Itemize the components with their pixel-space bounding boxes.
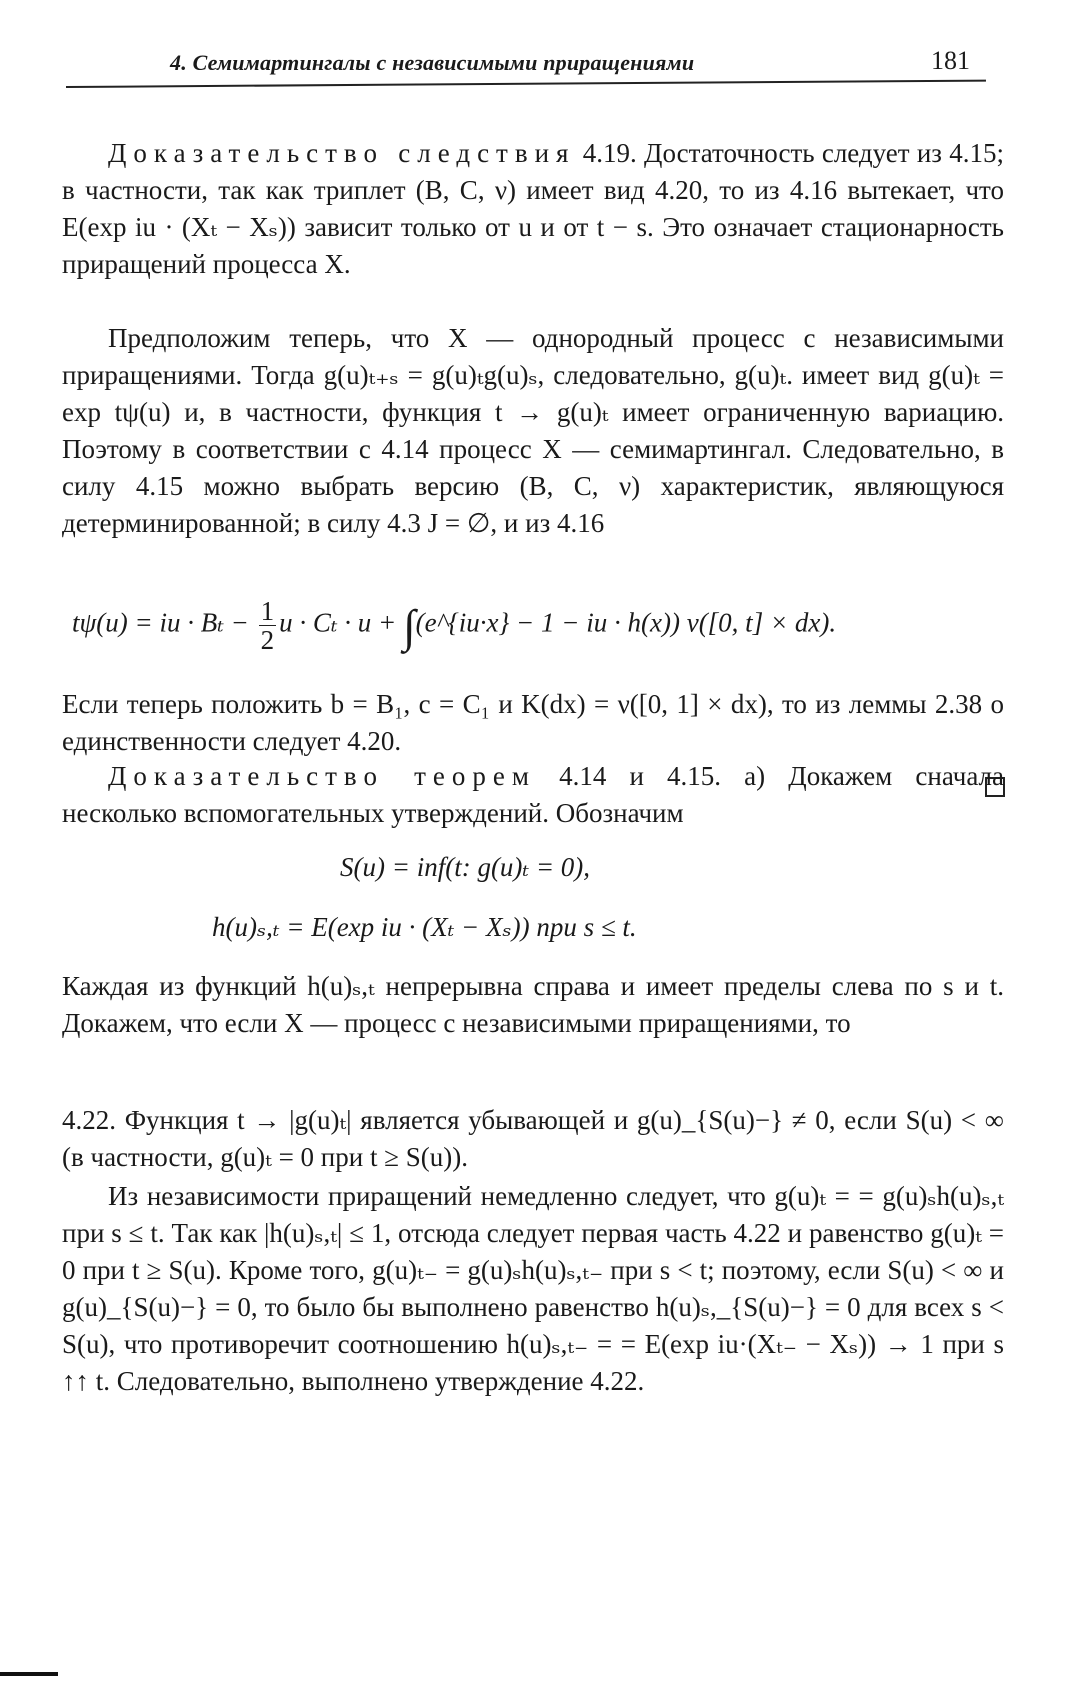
proof-text: 4.19. Достаточность следует из 4.15; в частности, так как триплет (B, C, ν) имеет вид 4.20, то из 4.16 вытекает, что E(exp iu · (Xₜ − Xₛ)) зависит только от u и от t − s. Это означает стационарность приращений процесса X. (62, 138, 1004, 279)
formula-h: h(u)ₛ,ₜ = E(exp iu · (Xₜ − Xₛ)) при s ≤ t. (212, 912, 637, 942)
proof-lead: Доказательство следствия (108, 138, 576, 168)
fraction-one-half: $\frac{1}{2}$ (260, 596, 275, 655)
formula-characteristic: tψ(u) = iu · Bₜ − $\frac{1}{2}$ u · Cₜ · u + ∫(e^{iu·x} − 1 − iu · h(x)) ν([0, t] × dx). (72, 596, 837, 655)
paragraph-functions-h: Каждая из функций h(u)ₛ,ₜ непрерывна справа и имеет пределы слева по s и t. Докажем, что если X — процесс с независимыми приращениями, то (62, 971, 1004, 1038)
proof-theorems-lead: Доказательство теорем (108, 761, 536, 791)
formula-S: S(u) = inf(t: g(u)ₜ = 0), (340, 852, 591, 882)
paragraph-homogeneous: Предположим теперь, что X — однородный процесс с независимыми приращениями. Тогда g(u)ₜ₊ₛ = g(u)ₜg(u)ₛ, следовательно, g(u)ₜ. имеет вид g(u)ₜ = exp tψ(u) и, в частности, функция t → g(u)ₜ имеет ограниченную вариацию. Поэтому в соответствии с 4.14 процесс X — семимартингал. Следовательно, в силу 4.15 можно выбрать версию (B, C, ν) характеристик, являющуюся детерминированной; в силу 4.3 J = ∅, и из 4.16 (62, 323, 1004, 538)
paragraph-proof-corollary (62, 135, 1004, 283)
bottom-mark (0, 1672, 58, 1676)
paragraph-4-22: 4.22. Функция t → |g(u)ₜ| является убывающей и g(u)_{S(u)−} ≠ 0, если S(u) < ∞ (в частности, g(u)ₜ = 0 при t ≥ S(u)). (62, 1105, 1004, 1172)
paragraph-proof-4-22: Из независимости приращений немедленно следует, что g(u)ₜ = = g(u)ₛh(u)ₛ,ₜ при s ≤ t. Так как |h(u)ₛ,ₜ| ≤ 1, отсюда следует первая часть 4.22 и равенство g(u)ₜ = 0 при t ≥ S(u). Кроме того, g(u)ₜ₋ = g(u)ₛh(u)ₛ,ₜ₋ при s < t; поэтому, если S(u) < ∞ и g(u)_{S(u)−} = 0, то было бы выполнено равенство h(u)ₛ,_{S(u)−} = 0 для всех s < S(u), что противоречит соотношению h(u)ₛ,ₜ₋ = = E(exp iu·(Xₜ₋ − Xₛ)) → 1 при s ↑↑ t. Следовательно, выполнено утверждение 4.22. (62, 1181, 1004, 1396)
running-header (70, 44, 1000, 84)
header-title: 4. Семимартингалы с независимыми приращениями (170, 50, 695, 75)
paragraph-lemma: Если теперь положить b = B₁, c = C₁ и K(dx) = ν([0, 1] × dx), то из леммы 2.38 о единственности следует 4.20. (62, 689, 1004, 756)
page-number: 181 (931, 46, 970, 75)
paragraph-proof-theorems: Доказательство теорем 4.14 и 4.15. а) Докажем сначала несколько вспомогательных утверждений. Обозначим (62, 761, 1004, 828)
integral-sign: ∫ (403, 600, 416, 652)
